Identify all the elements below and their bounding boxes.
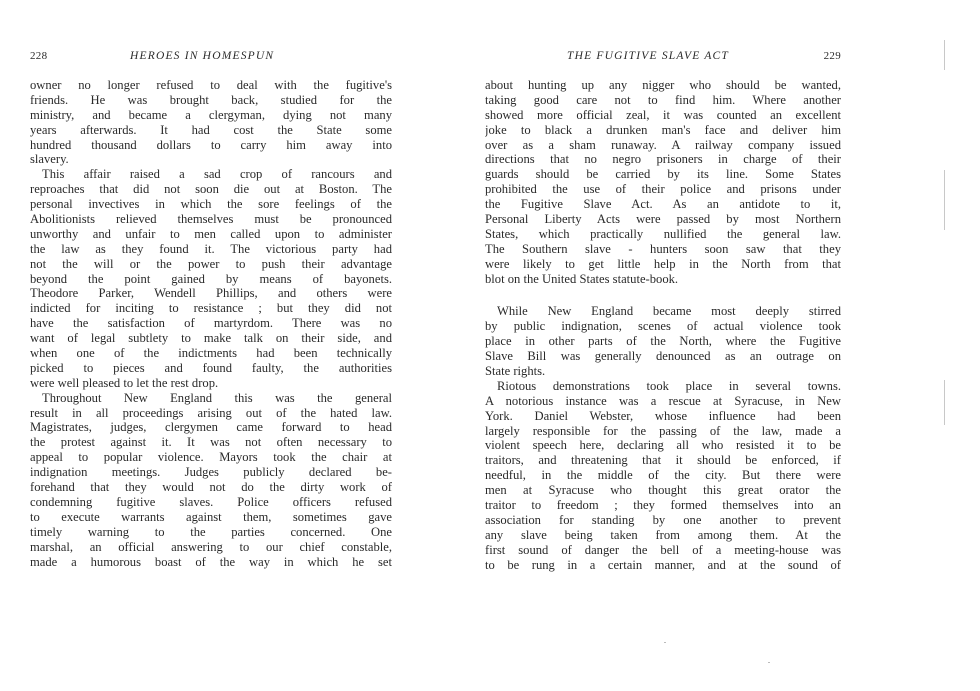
text-line: unworthy and unfair to men called upon to administer	[30, 226, 392, 241]
text-line: directions that no negro prisoners in charge of their	[485, 152, 841, 167]
text-line: traitor to freedom ; they formed themselves into an	[485, 498, 841, 513]
text-line: forehand that they would not do the dirty work of	[30, 480, 392, 495]
text-line: Personal Liberty Acts were passed by most Northern	[485, 212, 841, 227]
text-line: men at Syracuse who thought this great orator the	[485, 483, 841, 498]
text-line: blot on the United States statute-book.	[485, 271, 679, 286]
text-line: picked to pieces and found faulty, the authorities	[30, 360, 392, 375]
text-line: personal invectives in which the sore feelings of the	[30, 197, 392, 212]
left-page-text	[30, 78, 392, 569]
text-line: to be rung in a certain manner, and at the sound of	[485, 557, 841, 572]
text-line: by public indignation, scenes of actual violence took	[485, 319, 841, 334]
text-line: joke to black a drunken man's face and deliver him	[485, 122, 841, 137]
scan-speck	[664, 642, 666, 643]
text-line: traitors, and threatening that it should be enforced, if	[485, 453, 841, 468]
text-line: friends. He was brought back, studied for the	[30, 92, 392, 107]
text-line: were likely to get little help in the North from that	[485, 256, 841, 271]
text-line: have the satisfaction of martyrdom. There was no	[30, 316, 392, 331]
text-line: about hunting up any nigger who should be wanted,	[485, 78, 841, 92]
text-line: owner no longer refused to deal with the fugitive's	[30, 78, 392, 92]
text-line: the law as they found it. The victorious party had	[30, 241, 392, 256]
text-line: This affair raised a sad crop of rancours and	[42, 167, 392, 182]
text-line: condemning fugitive slaves. Police officers refused	[30, 494, 392, 509]
text-line: timely warning to the parties concerned. One	[30, 524, 392, 539]
text-line: slavery.	[30, 152, 69, 167]
left-running-header	[30, 50, 392, 66]
text-line: were well pleased to let the rest drop.	[30, 375, 219, 390]
scan-speck	[768, 662, 770, 663]
text-line: A notorious instance was a rescue at Syracuse, in New	[485, 393, 841, 408]
text-line: ministry, and became a clergyman, dying not many	[30, 107, 392, 122]
text-line: made a humorous boast of the way in which he set	[30, 554, 392, 569]
text-line: the Fugitive Slave Act. As an antidote to it,	[485, 197, 841, 212]
text-line: States, which practically nullified the general law.	[485, 226, 841, 241]
text-line: when one of the indictments had been technically	[30, 346, 392, 361]
text-line: While New England became most deeply stirred	[497, 304, 841, 319]
text-line: largely responsible for the passing of the law, made a	[485, 423, 841, 438]
text-line: result in all proceedings arising out of the hated law.	[30, 405, 392, 420]
text-line: first sound of danger the bell of a meeting-house was	[485, 542, 841, 557]
text-line: indignation meetings. Judges publicly declared be-	[30, 465, 392, 480]
text-line: Slave Bill was generally denounced as an outrage on	[485, 349, 841, 364]
text-line: over as a sham runaway. A railway company issued	[485, 137, 841, 152]
text-line: the protest against it. It was not often necessary to	[30, 435, 392, 450]
text-line: violent speech here, declaring all who resisted it to be	[485, 438, 841, 453]
text-line: guards should be carried by its line. Some States	[485, 167, 841, 182]
text-line: taking good care not to find him. Where another	[485, 92, 841, 107]
right-page-text	[485, 78, 841, 573]
text-line: indicted for inciting to resistance ; but they did not	[30, 301, 392, 316]
left-running-head: HEROES IN HOMESPUN	[130, 50, 275, 62]
left-page	[30, 0, 392, 691]
text-line: Throughout New England this was the general	[42, 390, 392, 405]
text-line: prohibited the use of their police and prisons under	[485, 182, 841, 197]
text-line: marshal, an official answering to our chief constable,	[30, 539, 392, 554]
text-line: State rights.	[485, 364, 546, 379]
text-line: hundred thousand dollars to carry him away into	[30, 137, 392, 152]
text-line: association for standing by one another to prevent	[485, 512, 841, 527]
text-line: needful, in the middle of the city. But there were	[485, 468, 841, 483]
text-line: Abolitionists relieved themselves must be pronounced	[30, 212, 392, 227]
text-line: York. Daniel Webster, whose influence had been	[485, 408, 841, 423]
right-page-number: 229	[823, 50, 841, 62]
right-running-header	[485, 50, 841, 66]
text-line: want of legal subtlety to make talk on their side, and	[30, 331, 392, 346]
right-running-head: THE FUGITIVE SLAVE ACT	[567, 50, 730, 62]
text-line: showed more official zeal, it was counted an excellent	[485, 107, 841, 122]
paragraph-gap	[485, 286, 841, 304]
right-page	[485, 0, 841, 691]
text-line: any slave being taken from among them. At the	[485, 527, 841, 542]
text-line: not the will or the power to push their advantage	[30, 256, 392, 271]
text-line: to execute warrants against them, sometimes gave	[30, 509, 392, 524]
text-line: Magistrates, judges, clergymen came forward to head	[30, 420, 392, 435]
text-line: Theodore Parker, Wendell Phillips, and others were	[30, 286, 392, 301]
scan-edge-mark	[944, 40, 945, 70]
text-line: appeal to popular violence. Mayors took the chair at	[30, 450, 392, 465]
text-line: The Southern slave - hunters soon saw that they	[485, 241, 841, 256]
text-line: place in other parts of the North, where the Fugitive	[485, 334, 841, 349]
scan-edge-mark	[944, 380, 945, 425]
scan-edge-mark	[944, 170, 945, 230]
text-line: years afterwards. It had cost the State some	[30, 122, 392, 137]
text-line: Riotous demonstrations took place in several towns.	[497, 378, 841, 393]
left-page-number: 228	[30, 50, 48, 62]
text-line: beyond the point gained by means of bayonets.	[30, 271, 392, 286]
text-line: reproaches that did not soon die out at Boston. The	[30, 182, 392, 197]
